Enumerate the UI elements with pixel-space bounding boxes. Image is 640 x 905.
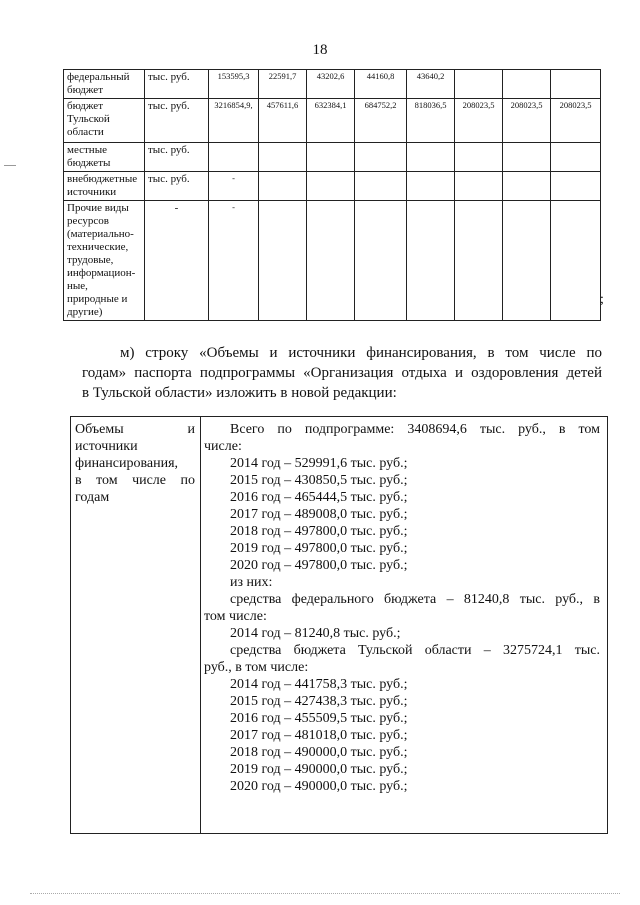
row-label-line: информацион- xyxy=(67,267,136,279)
heading-word: Объемы xyxy=(75,422,124,437)
table-cell xyxy=(259,172,307,201)
year-line: 2018 год – 490000,0 тыс. руб.; xyxy=(230,745,408,760)
table-semicolon: ; xyxy=(600,292,604,307)
table-row xyxy=(64,70,601,99)
row-unit: тыс. руб. xyxy=(145,172,209,201)
year-line: 2016 год – 465444,5 тыс. руб.; xyxy=(230,490,408,505)
funding-table xyxy=(63,69,601,321)
year-line: 2014 год – 441758,3 тыс. руб.; xyxy=(230,677,408,692)
table-cell xyxy=(503,70,551,99)
table-cell xyxy=(355,201,407,321)
table-cell xyxy=(259,201,307,321)
federal-line: том числе: xyxy=(204,609,267,624)
row-label-line: ресурсов xyxy=(67,215,109,227)
heading-line xyxy=(75,455,195,472)
row-label-line: другие) xyxy=(67,306,103,318)
table-cell xyxy=(307,143,355,172)
row-unit: тыс. руб. xyxy=(145,70,209,99)
year-line: 2015 год – 427438,3 тыс. руб.; xyxy=(230,694,408,709)
table-cell: 818036,5 xyxy=(407,99,455,143)
row-unit: тыс. руб. xyxy=(145,143,209,172)
heading-word: годам xyxy=(75,490,110,505)
table-cell xyxy=(503,201,551,321)
row-label xyxy=(64,70,145,99)
table-cell xyxy=(209,143,259,172)
heading-word: в xyxy=(75,473,82,488)
table-cell xyxy=(455,70,503,99)
table-cell: 153595,3 xyxy=(209,70,259,99)
table-cell xyxy=(259,143,307,172)
funding-box xyxy=(70,416,608,834)
table-cell xyxy=(503,172,551,201)
row-unit: тыс. руб. xyxy=(145,99,209,143)
year-line: 2017 год – 489008,0 тыс. руб.; xyxy=(230,507,408,522)
table-cell xyxy=(455,201,503,321)
row-label-line: бюджет xyxy=(67,100,103,112)
heading-word: том xyxy=(96,473,118,488)
table-cell: 208023,5 xyxy=(455,99,503,143)
box-left-heading xyxy=(75,421,195,506)
year-line: 2016 год – 455509,5 тыс. руб.; xyxy=(230,711,408,726)
year-line: 2019 год – 497800,0 тыс. руб.; xyxy=(230,541,408,556)
row-label xyxy=(64,201,145,321)
row-label-line: источники xyxy=(67,186,117,198)
table-cell: 43640,2 xyxy=(407,70,455,99)
table-cell: 3216854,9, xyxy=(209,99,259,143)
table-cell: - xyxy=(209,201,259,321)
heading-word: и xyxy=(187,422,195,437)
year-line: 2020 год – 497800,0 тыс. руб.; xyxy=(230,558,408,573)
regional-line: средства бюджета Тульской области – 3275724,1 тыс. xyxy=(230,643,600,658)
table-cell xyxy=(455,143,503,172)
table-cell: 632384,1 xyxy=(307,99,355,143)
table-cell: 44160,8 xyxy=(355,70,407,99)
heading-line xyxy=(75,472,195,489)
of-them-label: из них: xyxy=(230,575,273,590)
row-label-line: технические, xyxy=(67,241,129,253)
row-label-line: природные и xyxy=(67,293,128,305)
table-cell: 208023,5 xyxy=(551,99,601,143)
table-cell: 208023,5 xyxy=(503,99,551,143)
table-row xyxy=(64,172,601,201)
footer-line xyxy=(30,893,620,894)
table-row xyxy=(64,201,601,321)
row-unit: - xyxy=(145,201,209,321)
table-cell xyxy=(455,172,503,201)
table-cell xyxy=(551,143,601,172)
row-label-line: трудовые, xyxy=(67,254,114,266)
row-label xyxy=(64,99,145,143)
table-cell xyxy=(551,172,601,201)
table-cell xyxy=(407,201,455,321)
row-label-line: бюджеты xyxy=(67,157,111,169)
paragraph-line: в Тульской области» изложить в новой редакции: xyxy=(82,385,397,401)
year-line: 2019 год – 490000,0 тыс. руб.; xyxy=(230,762,408,777)
table-cell xyxy=(551,201,601,321)
paragraph-line: годам» паспорта подпрограммы «Организация отдыха и оздоровления детей xyxy=(82,365,602,381)
year-line: 2018 год – 497800,0 тыс. руб.; xyxy=(230,524,408,539)
row-label xyxy=(64,143,145,172)
row-label-line: ные, xyxy=(67,280,88,292)
table-cell xyxy=(407,172,455,201)
table-cell xyxy=(551,70,601,99)
row-label-line: Тульской xyxy=(67,113,110,125)
row-label-line: Прочие виды xyxy=(67,202,129,214)
year-line: 2017 год – 481018,0 тыс. руб.; xyxy=(230,728,408,743)
table-cell xyxy=(307,172,355,201)
year-line: 2020 год – 490000,0 тыс. руб.; xyxy=(230,779,408,794)
row-label xyxy=(64,172,145,201)
page-number: 18 xyxy=(312,42,328,58)
paragraph-line: м) строку «Объемы и источники финансирования, в том числе по xyxy=(120,345,602,361)
heading-line xyxy=(75,489,195,506)
year-line: 2014 год – 81240,8 тыс. руб.; xyxy=(230,626,401,641)
table-cell: 457611,6 xyxy=(259,99,307,143)
total-line: Всего по подпрограмме: 3408694,6 тыс. руб., в том xyxy=(230,422,600,437)
table-cell: - xyxy=(209,172,259,201)
box-right-content xyxy=(204,421,600,795)
row-label-line: области xyxy=(67,126,104,138)
table-cell xyxy=(307,201,355,321)
total-line: числе: xyxy=(204,439,242,454)
heading-word: по xyxy=(180,473,195,488)
margin-mark xyxy=(4,165,16,166)
table-cell xyxy=(355,172,407,201)
row-label-line: внебюджетные xyxy=(67,173,138,185)
heading-line xyxy=(75,438,195,455)
heading-word: числе xyxy=(132,473,167,488)
table-row xyxy=(64,99,601,143)
table-cell xyxy=(407,143,455,172)
table-cell xyxy=(355,143,407,172)
heading-word: финансирования, xyxy=(75,456,179,471)
year-line: 2015 год – 430850,5 тыс. руб.; xyxy=(230,473,408,488)
table-cell: 22591,7 xyxy=(259,70,307,99)
heading-word: источники xyxy=(75,439,138,454)
box-divider xyxy=(200,417,201,833)
row-label-line: бюджет xyxy=(67,84,103,96)
table-cell xyxy=(503,143,551,172)
row-label-line: (материально- xyxy=(67,228,134,240)
table-cell: 684752,2 xyxy=(355,99,407,143)
row-label-line: местные xyxy=(67,144,107,156)
table-row xyxy=(64,143,601,172)
table-cell: 43202,6 xyxy=(307,70,355,99)
amendment-paragraph xyxy=(82,343,602,403)
regional-line: руб., в том числе: xyxy=(204,660,309,675)
row-label-line: федеральный xyxy=(67,71,130,83)
heading-line xyxy=(75,421,195,438)
year-line: 2014 год – 529991,6 тыс. руб.; xyxy=(230,456,408,471)
federal-line: средства федерального бюджета – 81240,8 тыс. руб., в xyxy=(230,592,600,607)
